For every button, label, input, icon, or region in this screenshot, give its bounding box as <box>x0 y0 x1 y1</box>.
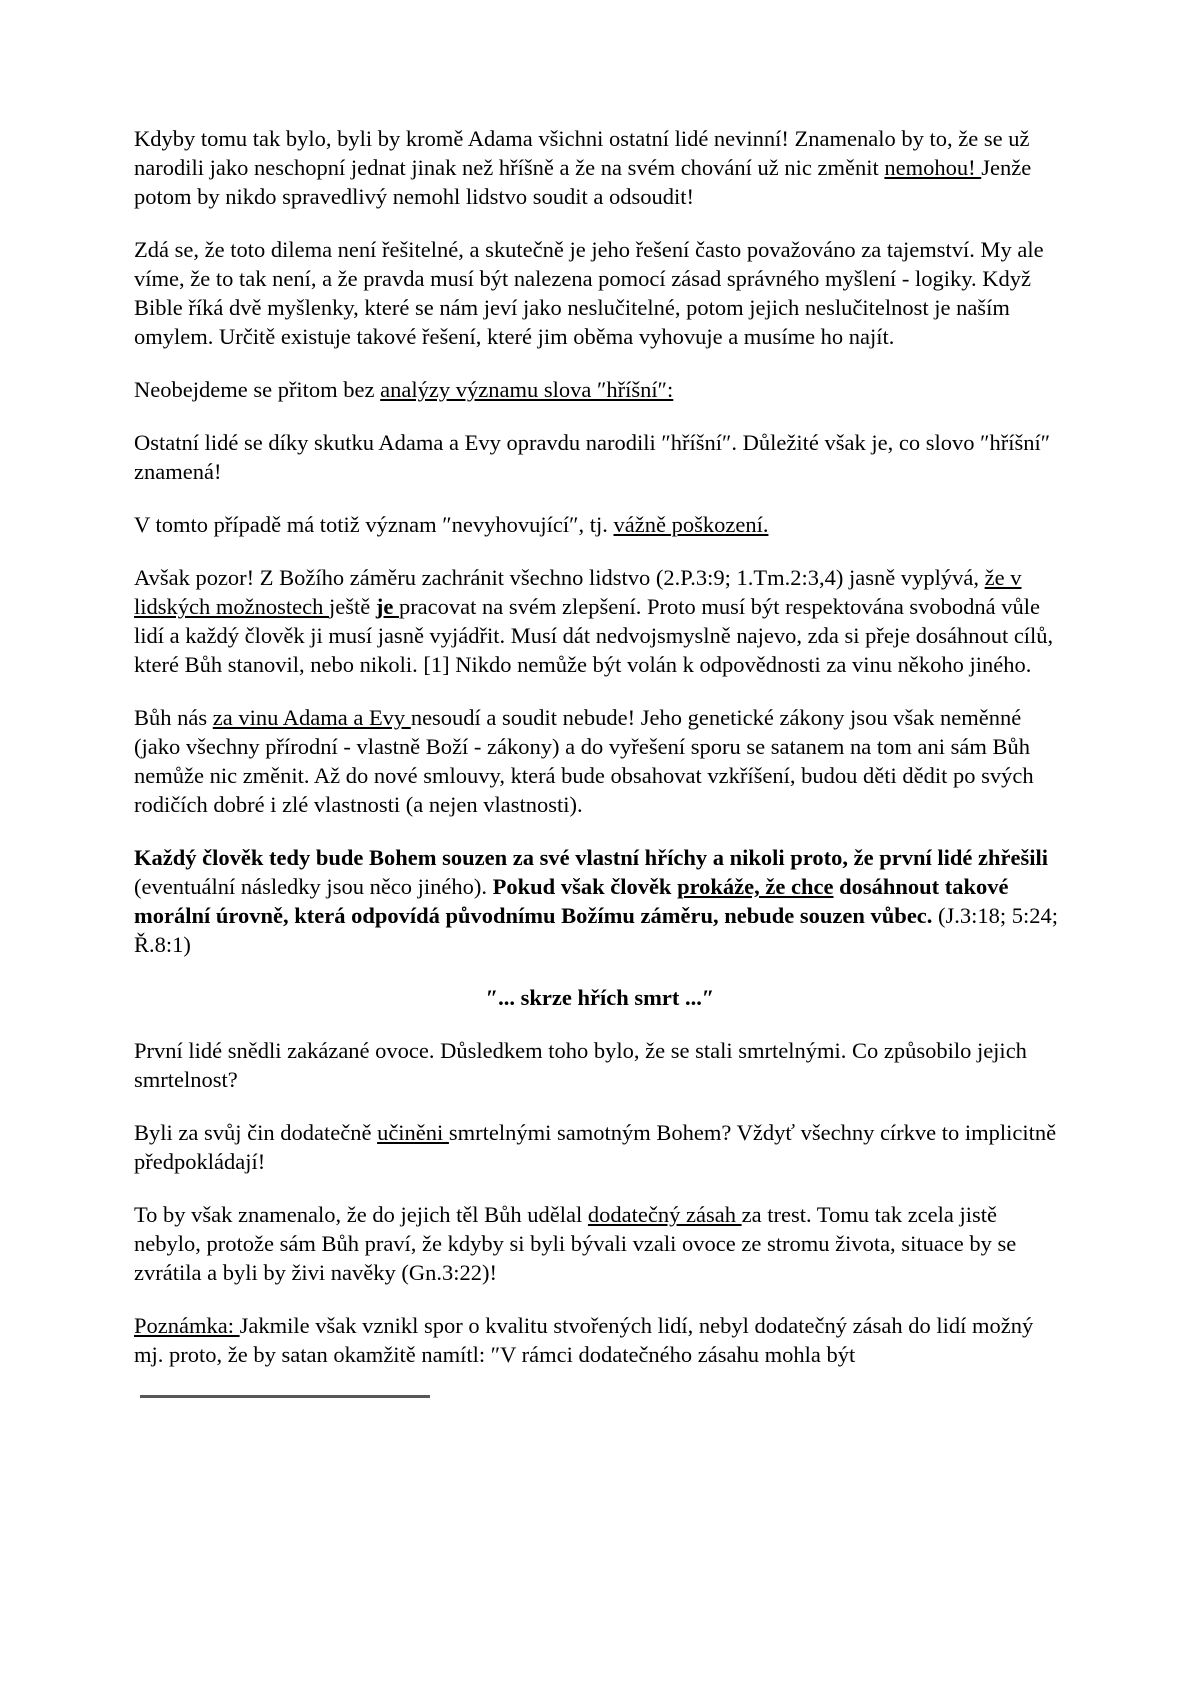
text-segment: (J.3:18; 5:24; Ř.8:1) <box>134 903 1059 957</box>
text-segment: nesoudí a soudit nebude! Jeho genetické zákony jsou však neměnné (jako všechny přírodní - vlastně Boží - zákony) a do vyřešení sporu se satanem na tom ani sám Bůh nemůže nic změnit. Až do nové smlouvy, která bude obsahovat vzkříšení, budou děti dědit po svých rodičích dobré i zlé vlastnosti (a nejen vlastnosti). <box>134 705 1034 817</box>
text-segment: Jakmile však vznikl spor o kvalitu stvořených lidí, nebyl dodatečný zásah do lidí možný mj. proto, že by satan okamžitě namítl: ″V rámci dodatečného zásahu mohla být <box>134 1313 1034 1367</box>
text-segment: za trest. Tomu tak zcela jistě nebylo, protože sám Bůh praví, že kdyby si byli bývali vzali ovoce ze stromu života, situace by se zvrátila a byli by živi navěky (Gn.3:22)! <box>134 1202 1017 1285</box>
text-segment: Bůh nás <box>134 705 213 730</box>
text-segment: učiněni <box>377 1120 449 1145</box>
section-heading <box>134 983 1066 1012</box>
text-segment: dodatečný zásah <box>587 1202 742 1227</box>
body-paragraph-2 <box>134 235 1066 351</box>
text-segment: je <box>375 594 399 619</box>
text-segment: ještě <box>328 594 376 619</box>
text-segment: V tomto případě má totiž význam ″nevyhovující″, tj. <box>134 512 614 537</box>
body-paragraph-6 <box>134 563 1066 679</box>
text-segment: vážně poškození. <box>613 512 769 537</box>
text-segment: ″... skrze hřích smrt ...″ <box>485 985 715 1010</box>
text-segment: prokáže, že chce <box>677 874 834 899</box>
body-paragraph-4 <box>134 428 1066 486</box>
body-paragraph-11 <box>134 1200 1066 1287</box>
text-segment: analýzy významu slova ″hříšní″: <box>380 377 674 402</box>
document-body <box>134 124 1066 1369</box>
text-segment: smrtelnými samotným Bohem? Vždyť všechny církve to implicitně předpokládají! <box>134 1120 1057 1174</box>
text-segment: (eventuální následky jsou něco jiného). <box>134 874 493 899</box>
body-paragraph-1 <box>134 124 1066 211</box>
text-segment: Avšak pozor! Z Božího záměru zachránit všechno lidstvo (2.P.3:9; 1.Tm.2:3,4) jasně vyplývá, <box>134 565 985 590</box>
text-segment: Zdá se, že toto dilema není řešitelné, a skutečně je jeho řešení často považováno za tajemství. My ale víme, že to tak není, a že pravda musí být nalezena pomocí zásad správného myšlení - logiky. Když Bible říká dvě myšlenky, které se nám jeví jako neslučitelné, potom jejich neslučitelnost je naším omylem. Určitě existuje takové řešení, které jim oběma vyhovuje a musíme ho najít. <box>134 237 1044 349</box>
body-paragraph-7 <box>134 703 1066 819</box>
text-segment: že v lidských možnostech <box>134 565 1022 619</box>
text-segment: za vinu Adama a Evy <box>212 705 411 730</box>
text-segment: pracovat na svém zlepšení. Proto musí být respektována svobodná vůle lidí a každý člověk ji musí jasně vyjádřit. Musí dát nedvojsmyslně najevo, zda si přeje dosáhnout cílů, které Bůh stanovil, nebo nikoli. [1] Nikdo nemůže být volán k odpovědnosti za vinu někoho jiného. <box>134 594 1054 677</box>
text-segment: Jenže potom by nikdo spravedlivý nemohl lidstvo soudit a odsoudit! <box>134 155 1032 209</box>
text-segment: Ostatní lidé se díky skutku Adama a Evy opravdu narodili ″hříšní″. Důležité však je, co slovo ″hříšní″ znamená! <box>134 430 1051 484</box>
body-paragraph-5 <box>134 510 1066 539</box>
body-paragraph-9 <box>134 1036 1066 1094</box>
footnote-separator <box>140 1395 430 1398</box>
body-paragraph-12-note <box>134 1311 1066 1369</box>
text-segment: Pokud však člověk <box>492 874 678 899</box>
text-segment: Neobejdeme se přitom bez <box>134 377 381 402</box>
body-paragraph-8-emphasis <box>134 843 1066 959</box>
body-paragraph-3 <box>134 375 1066 404</box>
body-paragraph-10 <box>134 1118 1066 1176</box>
text-segment: První lidé snědli zakázané ovoce. Důsledkem toho bylo, že se stali smrtelnými. Co způsobilo jejich smrtelnost? <box>134 1038 1027 1092</box>
text-segment: Každý člověk tedy bude Bohem souzen za své vlastní hříchy a nikoli proto, že první lidé zhřešili <box>134 845 1048 870</box>
text-segment: Poznámka: <box>134 1313 240 1338</box>
text-segment: Byli za svůj čin dodatečně <box>134 1120 378 1145</box>
text-segment: Kdyby tomu tak bylo, byli by kromě Adama všichni ostatní lidé nevinní! Znamenalo by to, že se už narodili jako neschopní jednat jinak než hříšně a že na svém chování už nic změnit <box>134 126 1030 180</box>
text-segment: nemohou! <box>884 155 982 180</box>
text-segment: To by však znamenalo, že do jejich těl Bůh udělal <box>134 1202 588 1227</box>
text-segment: dosáhnout takové morální úrovně, která odpovídá původnímu Božímu záměru, nebude souzen vůbec. <box>134 874 1009 928</box>
